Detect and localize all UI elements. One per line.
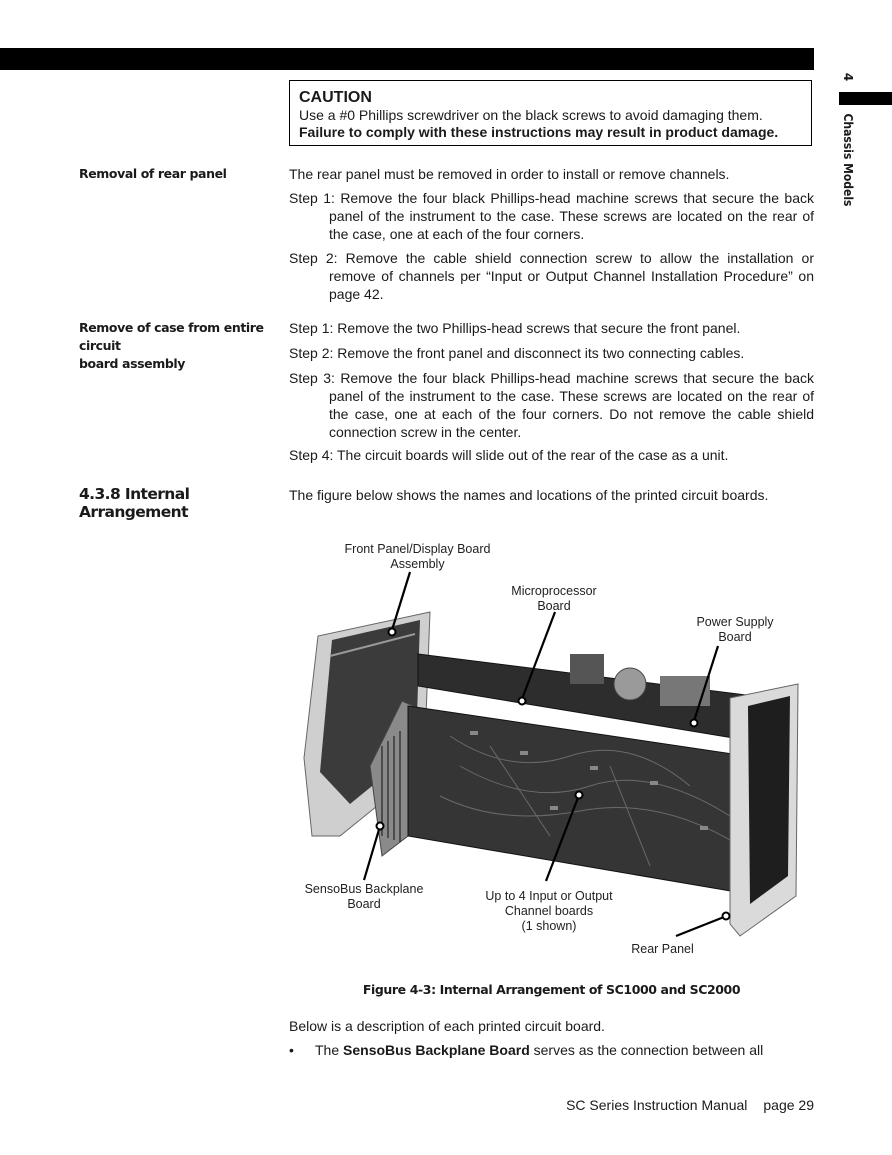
bullet-text-post: serves as the connection between all: [529, 1042, 764, 1058]
channel-boards-callout-line1: Up to 4 Input or Output: [485, 889, 613, 903]
chapter-title: Chassis Models: [841, 113, 855, 207]
front-panel-callout: [330, 542, 505, 572]
microprocessor-callout: [494, 584, 614, 614]
bullet-text-pre: The: [315, 1042, 344, 1058]
rear-panel-step-1: Step 1: Remove the four black Phillips-head machine screws that secure the back panel of the instrument to the case. These screws are located on the rear of the case, one at each of the four corners.: [289, 190, 814, 242]
rear-panel-callout: Rear Panel: [631, 942, 694, 956]
case-removal-step-1: Step 1: Remove the two Phillips-head screws that secure the front panel.: [289, 320, 741, 336]
power-supply-callout-line2: Board: [718, 630, 752, 644]
backplane-callout-line2: Board: [347, 897, 381, 911]
channel-boards-callout-line3: (1 shown): [521, 919, 577, 933]
channel-boards-callout: [474, 889, 624, 934]
case-removal-step-2: Step 2: Remove the front panel and disconnect its two connecting cables.: [289, 345, 745, 361]
bullet-marker: •: [289, 1042, 294, 1058]
front-panel-callout-line2: Assembly: [390, 557, 445, 571]
microprocessor-callout-line1: Microprocessor: [511, 584, 597, 598]
front-panel-callout-line1: Front Panel/Display Board: [344, 542, 491, 556]
caution-heading: CAUTION: [299, 89, 372, 106]
caution-text: Use a #0 Phillips screwdriver on the black screws to avoid damaging them.: [299, 107, 763, 123]
header-bar: [0, 48, 814, 70]
rear-panel-step-2: Step 2: Remove the cable shield connection screw to allow the installation or remove of channels per “Input or Output Channel Installation Procedure” on page 42.: [289, 250, 814, 302]
backplane-callout-line1: SensoBus Backplane: [304, 882, 424, 896]
bullet-text-bold: SensoBus Backplane Board: [343, 1042, 530, 1058]
footer-page-number: page 29: [763, 1097, 814, 1113]
caution-box: [289, 80, 812, 146]
rear-panel-intro: The rear panel must be removed in order to install or remove channels.: [289, 166, 730, 182]
internal-arrangement-figure: [290, 536, 820, 964]
power-supply-callout: [685, 615, 785, 645]
internal-arrangement-heading: 4.3.8 Internal Arrangement: [79, 485, 190, 521]
case-removal-step-3: Step 3: Remove the four black Phillips-head machine screws that secure the back panel of the instrument to the case. These screws are located on the rear of the case, one at each of the four corners. Do not remove the cable shield connection screw in the center.: [289, 370, 814, 440]
caution-warning: Failure to comply with these instructions may result in product damage.: [299, 124, 779, 140]
page-footer: [500, 1097, 814, 1113]
rear-panel-heading: Removal of rear panel: [79, 166, 227, 181]
case-removal-heading: [79, 319, 279, 373]
backplane-callout: [294, 882, 434, 912]
internal-arrangement-intro: The figure below shows the names and locations of the printed circuit boards.: [289, 487, 769, 503]
figure-caption: Figure 4-3: Internal Arrangement of SC1000 and SC2000: [362, 982, 741, 997]
chapter-number: 4: [841, 72, 855, 82]
footer-manual-title: SC Series Instruction Manual: [566, 1097, 748, 1113]
channel-boards-callout-line2: Channel boards: [504, 904, 594, 918]
case-removal-step-4: Step 4: The circuit boards will slide out of the rear of the case as a unit.: [289, 447, 729, 463]
case-removal-heading-line1: Remove of case from entire circuit: [79, 320, 264, 353]
bullet-text: [315, 1041, 763, 1059]
case-removal-heading-line2: board assembly: [79, 356, 186, 371]
power-supply-callout-line1: Power Supply: [696, 615, 774, 629]
description-intro: Below is a description of each printed circuit board.: [289, 1018, 605, 1034]
microprocessor-callout-line2: Board: [537, 599, 571, 613]
